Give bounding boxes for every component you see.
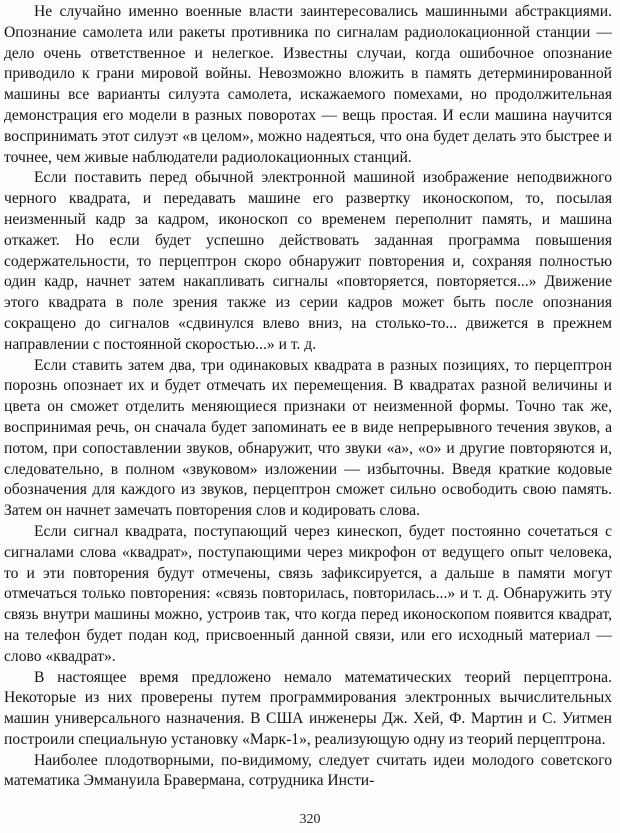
paragraph-military-recognition: Не случайно именно военные власти заинтересовались машинными абстракциями. Опознание самолета или ракеты противника по сигналам радиолокационной станции — дело очень ответственное и нелегкое. Известны случаи, когда ошибочное опознание приводило к грани мировой войны. Невозможно вложить в память детерминированной машины все варианты силуэта самолета, искажаемого помехами, но продолжительная демонстрация его модели в разных поворотах — вещь простая. И если машина научится воспринимать этот силуэт «в целом», можно надеяться, что она будет делать это быстрее и точнее, чем живые наблюдатели радиолокационных станций.: [4, 3, 612, 166]
paragraph-black-square: Если поставить перед обычной электронной машиной изображение неподвижного черного квадрата, и передавать машине его развертку иконоскопом, то, посылая неизменный кадр за кадром, иконоскоп со временем переполнит память, и машина откажет. Но если будет успешно действовать заданная программа повышения содержательности, то перцептрон скоро обнаружит повторения и, сохраняя полностью один кадр, начнет затем накапливать сигналы «повторяется, повторяется...» Движение этого квадрата в поле зрения также из серии кадров может быть после опознания сокращено до сигналов «сдвинулся влево вниз, на столько-то... движется в прежнем направлении с постоянной скоростью...» и т. д.: [4, 169, 612, 353]
body-text: [4, 2, 612, 792]
paragraph-braverman: Наиболее плодотворными, по-видимому, следует считать идеи молодого советского математика Эммануила Бравермана, сотрудника Инсти-: [4, 751, 612, 790]
paragraph-perceptron-theories: В настоящее время предложено немало математических теорий перцептрона. Некоторые из них проверены путем программирования электронных вычислительных машин универсального назначения. В США инженеры Дж. Хей, Ф. Мартин и С. Уитмен построили специальную установку «Марк-1», реализующую одну из теорий перцептрона.: [4, 668, 612, 748]
page-number: 320: [299, 812, 321, 827]
paragraph-multiple-squares: Если ставить затем два, три одинаковых квадрата в разных позициях, то перцептрон порознь опознает их и будет отмечать их перемещения. В квадратах разной величины и цвета он сможет отделить меняющиеся признаки от неизменной формы. Точно так же, воспринимая речь, он сначала будет запоминать ее в виде непрерывного течения звуков, а потом, при сопоставлении звуков, обнаружит, что звуки «а», «о» и другие повторяются и, следовательно, в полном «звуковом» изложении — избыточны. Введя краткие кодовые обозначения для каждого из звуков, перцептрон сможет сильно освободить свою память. Затем он начнет замечать повторения слов и кодировать слова.: [4, 356, 612, 520]
paragraph-signal-association: Если сигнал квадрата, поступающий через кинескоп, будет постоянно сочетаться с сигналами слова «квадрат», поступающими через микрофон от ведущего опыт человека, то и эти повторения будут отмечены, связь зафиксируется, а дальше в памяти могут отмечаться только повторения: «связь повторилась, повторилась...» и т. д. Обнаружить эту связь внутри машины можно, устроив так, что когда перед иконоскопом появится квадрат, на телефон будет подан код, присвоенный данной связи, или его исходный материал — слово «квадрат».: [4, 522, 612, 665]
